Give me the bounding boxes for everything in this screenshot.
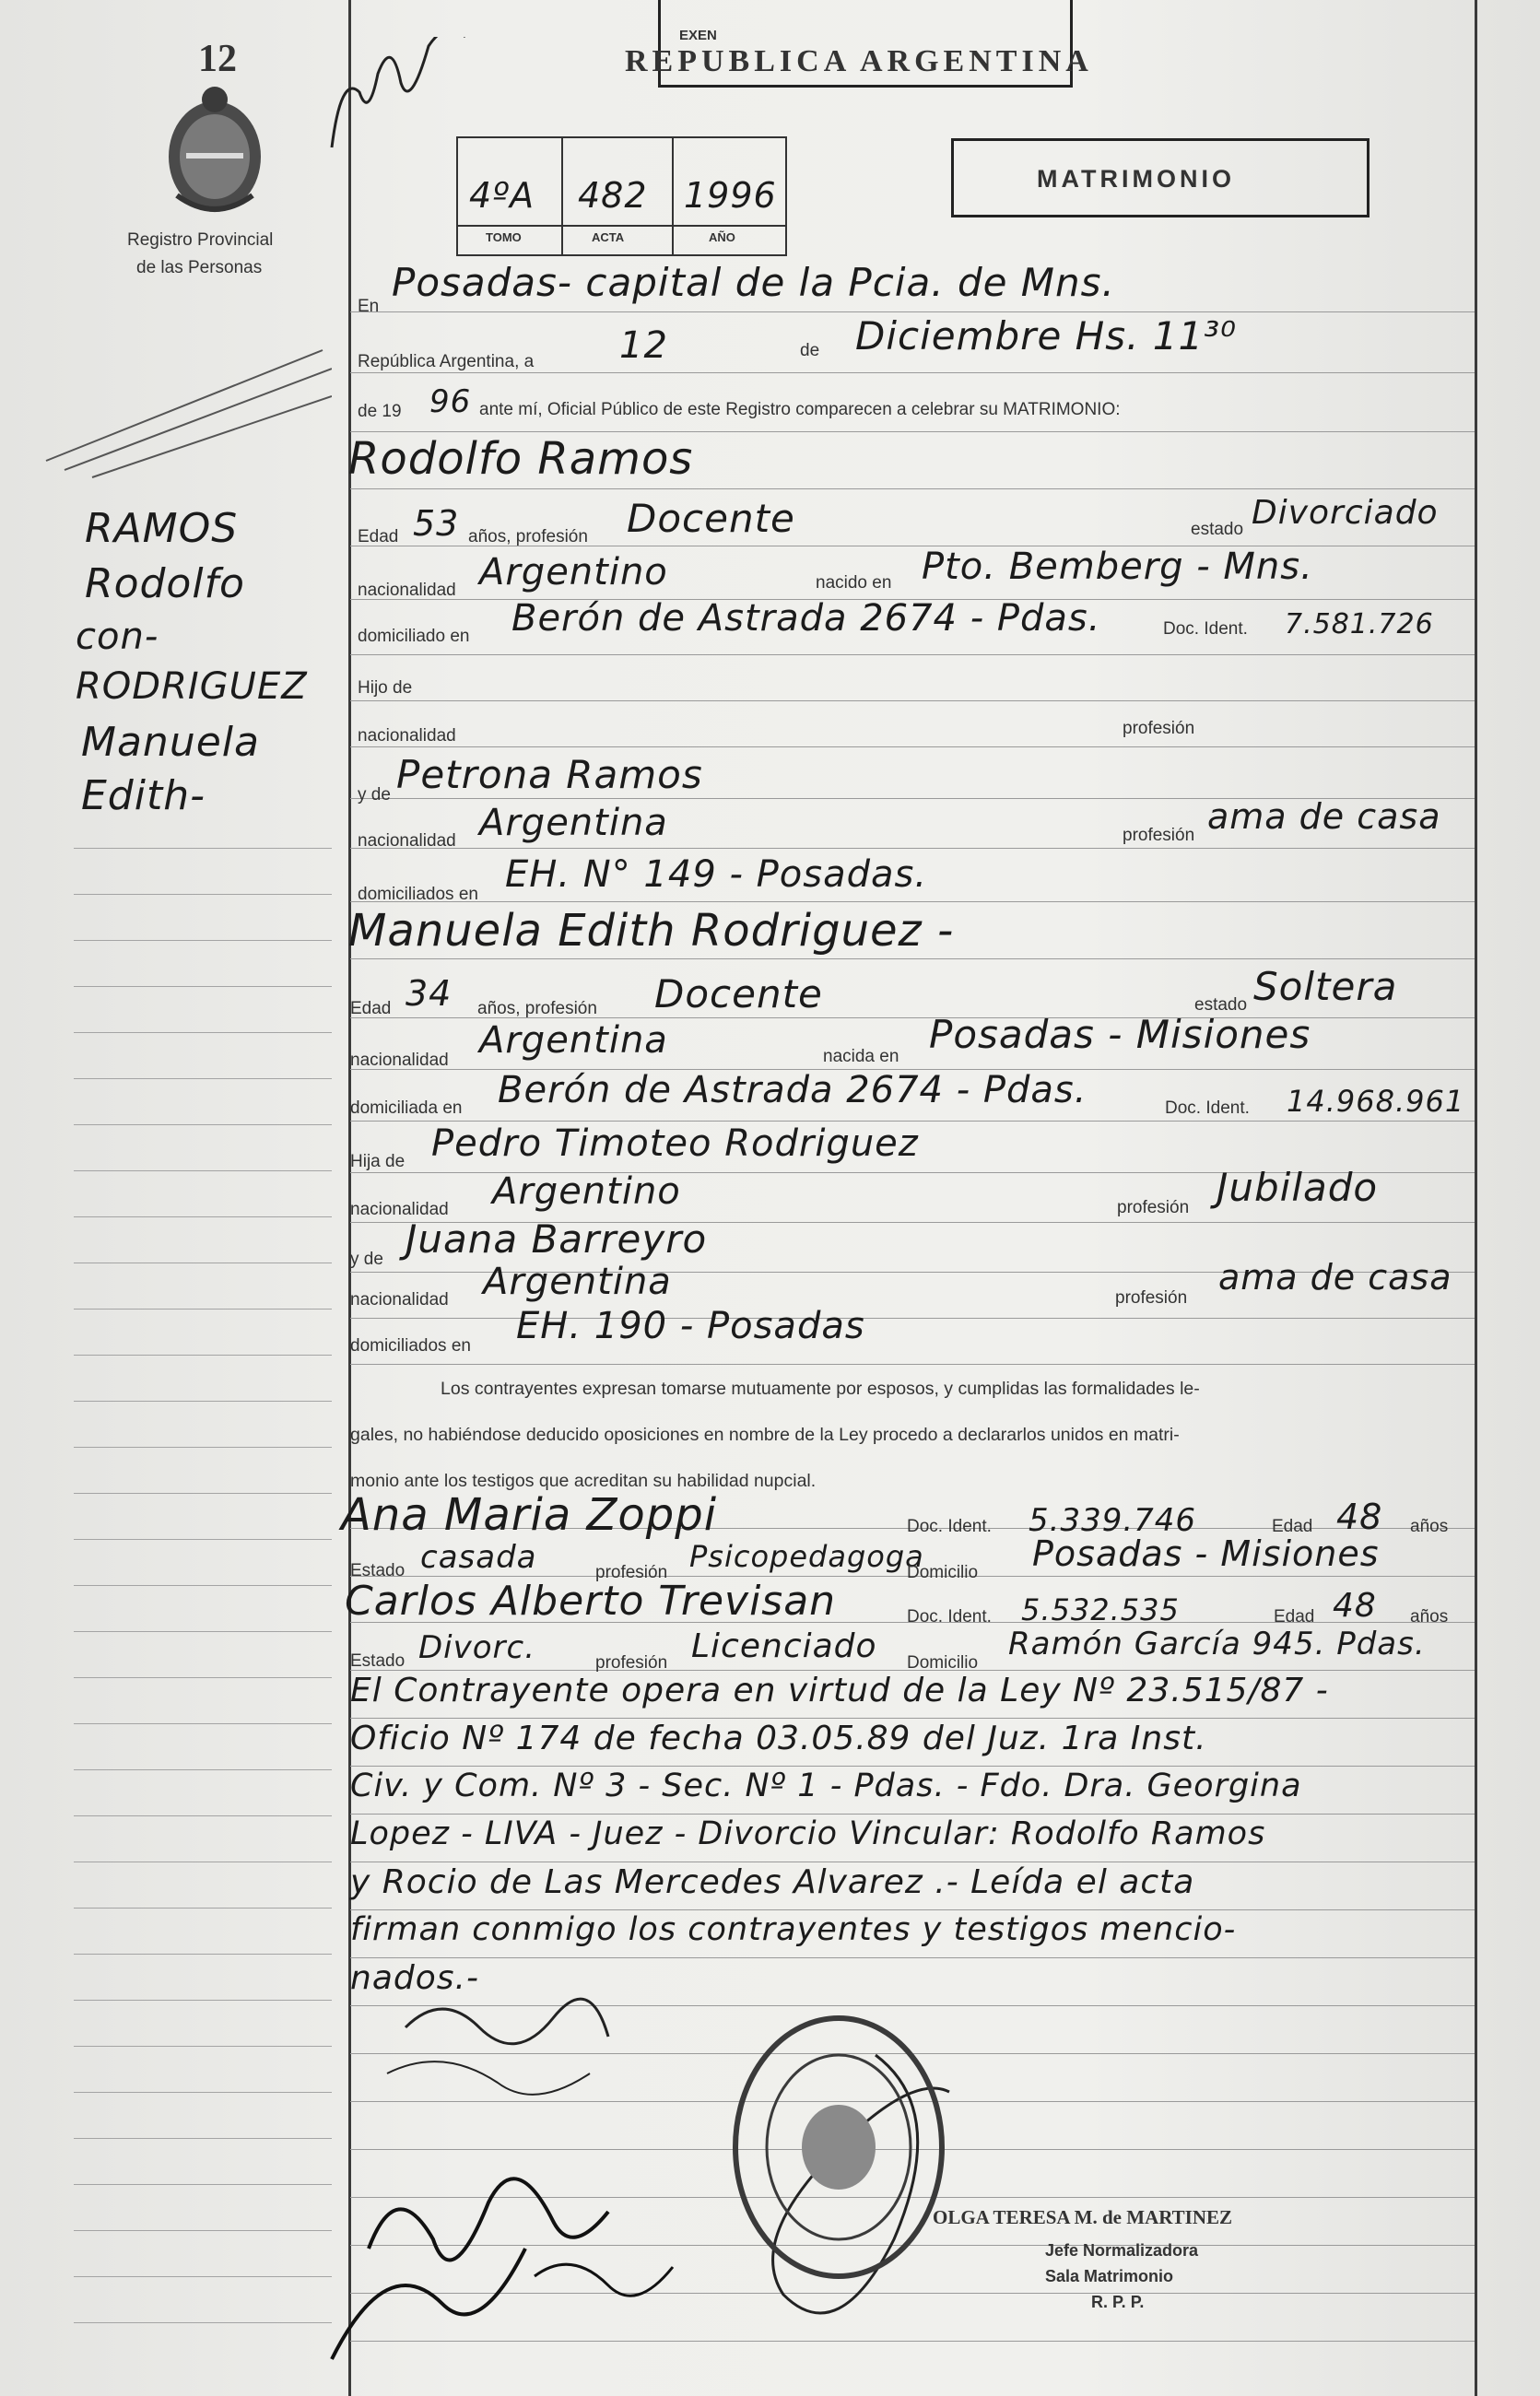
bride-padre-prof-label: profesión	[1117, 1198, 1190, 1217]
witness2-estado-label: Estado	[350, 1651, 406, 1671]
groom-doc-label: Doc. Ident.	[1163, 619, 1248, 639]
witness1-domicilio: Posadas - Misiones	[1032, 1533, 1380, 1574]
witness1-doc-label: Doc. Ident.	[907, 1517, 992, 1536]
witness1-doc: 5.339.746	[1029, 1502, 1197, 1539]
bride-estado-label: estado	[1194, 995, 1248, 1015]
en-label: En	[358, 297, 380, 316]
witness1-anos-label: años	[1410, 1517, 1449, 1536]
bride-padre-nac-label: nacionalidad	[350, 1200, 449, 1219]
groom-estado-label: estado	[1191, 520, 1244, 539]
bride-padre: Pedro Timoteo Rodriguez	[431, 1122, 919, 1165]
groom-hijo-label: Hijo de	[358, 678, 413, 698]
bride-profesion: Docente	[654, 971, 823, 1016]
witness2-dom-label: Domicilio	[907, 1653, 979, 1673]
witness2-name: Carlos Alberto Trevisan	[345, 1578, 837, 1625]
margin-note-line: Edith-	[81, 772, 206, 819]
official-title: Jefe Normalizadora	[1045, 2241, 1199, 2260]
groom-profesion: Docente	[627, 496, 795, 541]
groom-nacido-label: nacido en	[816, 573, 892, 593]
witness2-edad: 48	[1333, 1587, 1377, 1625]
right-margin-line	[1475, 0, 1477, 2396]
groom-doc: 7.581.726	[1285, 608, 1434, 640]
bride-domicilio: Berón de Astrada 2674 - Pdas.	[498, 1069, 1087, 1111]
note-line: El Contrayente opera en virtud de la Ley Nº 23.515/87 -	[350, 1672, 1329, 1709]
witness1-dom-label: Domicilio	[907, 1563, 979, 1582]
bride-madre: Juana Barreyro	[406, 1216, 708, 1262]
tomo-value: 4ºA	[469, 175, 535, 216]
acta-value: 482	[578, 175, 648, 216]
groom-padres-dom-label: domiciliados en	[358, 885, 478, 904]
bride-edad: 34	[406, 973, 453, 1014]
note-line: firman conmigo los contrayentes y testigos mencio-	[350, 1911, 1237, 1948]
de-label: de	[800, 341, 820, 360]
bride-madre-nac-label: nacionalidad	[350, 1290, 449, 1310]
groom-dom-label: domiciliado en	[358, 627, 470, 646]
witness2-anos-label: años	[1410, 1607, 1449, 1627]
witness1-estado: casada	[420, 1539, 537, 1576]
record-type-label: MATRIMONIO	[1037, 165, 1235, 193]
margin-note-line: RAMOS	[85, 505, 239, 552]
groom-madre-nac-label: nacionalidad	[358, 831, 456, 851]
bride-madre-prof: ama de casa	[1218, 1257, 1452, 1298]
groom-madre-prof-label: profesión	[1123, 826, 1195, 845]
official-org: R. P. P.	[1091, 2293, 1145, 2311]
bride-padre-prof: Jubilado	[1217, 1165, 1379, 1210]
record-type-box	[951, 138, 1370, 217]
bride-edad-label: Edad	[350, 999, 392, 1018]
republic-title: REPUBLICA ARGENTINA	[625, 44, 1093, 78]
folio-number: 12	[198, 38, 237, 80]
ano-label: AÑO	[709, 230, 735, 244]
groom-nacionalidad: Argentino	[479, 551, 668, 593]
bride-padres-dom-label: domiciliados en	[350, 1336, 471, 1356]
bride-padres-dom: EH. 190 - Posadas	[516, 1305, 865, 1347]
top-stamp-text: EXEN	[679, 28, 717, 43]
registry-line-1: Registro Provincial	[127, 230, 274, 250]
intro-statement: ante mí, Oficial Público de este Registro comparecen a celebrar su MATRIMONIO:	[479, 400, 1121, 419]
registry-line-2: de las Personas	[136, 258, 263, 277]
witness1-edad-label: Edad	[1272, 1517, 1313, 1536]
coat-of-arms-icon	[159, 85, 271, 221]
groom-nac-label: nacionalidad	[358, 581, 456, 600]
place-value: Posadas- capital de la Pcia. de Mns.	[392, 260, 1115, 305]
legal-text-line: Los contrayentes expresan tomarse mutuamente por esposos, y cumplidas las formalidades le-	[441, 1379, 1200, 1399]
witness2-domicilio: Ramón García 945. Pdas.	[1008, 1626, 1426, 1662]
ano-value: 1996	[684, 175, 777, 216]
bride-y-de-label: y de	[350, 1250, 383, 1269]
groom-madre: Petrona Ramos	[396, 752, 703, 797]
margin-note-line: con-	[76, 616, 159, 658]
bride-name: Manuela Edith Rodriguez -	[348, 905, 955, 957]
note-line: nados.-	[350, 1959, 479, 1997]
witness2-edad-label: Edad	[1274, 1607, 1315, 1627]
bride-nac-label: nacionalidad	[350, 1051, 449, 1070]
bride-padre-nac: Argentino	[492, 1170, 681, 1213]
groom-prof-label: años, profesión	[468, 527, 588, 546]
bride-doc: 14.968.961	[1287, 1084, 1465, 1119]
bride-prof-label: años, profesión	[477, 999, 597, 1018]
official-section: Sala Matrimonio	[1045, 2267, 1174, 2285]
official-name: OLGA TERESA M. de MARTINEZ	[933, 2206, 1233, 2228]
acta-label: ACTA	[592, 230, 625, 244]
groom-edad-label: Edad	[358, 527, 399, 546]
margin-strike-lines	[37, 332, 332, 479]
groom-padre-nac-label: nacionalidad	[358, 726, 456, 746]
margin-note-line: Manuela	[81, 719, 260, 766]
bride-nacionalidad: Argentina	[479, 1019, 668, 1062]
groom-padre-prof-label: profesión	[1123, 719, 1195, 738]
month-value: Diciembre Hs. 11³⁰	[855, 313, 1237, 358]
day-value: 12	[619, 324, 668, 367]
note-line: Civ. y Com. Nº 3 - Sec. Nº 1 - Pdas. - Fdo. Dra. Georgina	[350, 1768, 1302, 1804]
groom-estado: Divorciado	[1252, 494, 1439, 532]
witness2-doc: 5.532.535	[1021, 1592, 1180, 1627]
record-numbers-box	[456, 136, 787, 256]
margin-note-line: RODRIGUEZ	[76, 665, 308, 708]
bride-estado: Soltera	[1253, 964, 1398, 1009]
note-line: Oficio Nº 174 de fecha 03.05.89 del Juz. 1ra Inst.	[350, 1720, 1207, 1757]
official-seal-icon	[728, 2009, 949, 2285]
witness1-edad: 48	[1336, 1497, 1383, 1537]
groom-name: Rodolfo Ramos	[348, 433, 694, 485]
legal-text-line: monio ante los testigos que acreditan su habilidad nupcial.	[350, 1471, 817, 1491]
note-line: y Rocio de Las Mercedes Alvarez .- Leída el acta	[350, 1863, 1195, 1901]
bride-madre-nac: Argentina	[483, 1261, 672, 1303]
groom-y-de-label: y de	[358, 785, 391, 805]
witness1-profesion: Psicopedagoga	[689, 1539, 924, 1574]
corner-scribble	[323, 37, 488, 166]
signature-scribbles	[276, 1972, 1106, 2396]
witness1-name: Ana Maria Zoppi	[341, 1489, 718, 1541]
bride-dom-label: domiciliada en	[350, 1098, 463, 1118]
bride-hija-label: Hija de	[350, 1152, 406, 1171]
bride-doc-label: Doc. Ident.	[1165, 1098, 1250, 1118]
margin-note-line: Rodolfo	[85, 560, 245, 607]
groom-nacido: Pto. Bemberg - Mns.	[922, 546, 1313, 588]
year-label: de 19	[358, 402, 402, 421]
bride-nacida: Posadas - Misiones	[929, 1012, 1311, 1057]
bride-nacida-label: nacida en	[823, 1047, 899, 1066]
year-value: 96	[429, 383, 472, 420]
witness2-profesion: Licenciado	[691, 1627, 877, 1665]
witness1-prof-label: profesión	[595, 1563, 668, 1582]
groom-domicilio: Berón de Astrada 2674 - Pdas.	[511, 597, 1101, 640]
tomo-label: TOMO	[486, 230, 522, 244]
groom-madre-nac: Argentina	[479, 802, 668, 844]
groom-edad: 53	[413, 503, 460, 544]
witness2-estado: Divorc.	[418, 1629, 536, 1666]
groom-madre-prof: ama de casa	[1207, 796, 1441, 837]
bride-madre-prof-label: profesión	[1115, 1288, 1188, 1308]
republica-label: República Argentina, a	[358, 352, 535, 371]
note-line: Lopez - LIVA - Juez - Divorcio Vincular: Rodolfo Ramos	[350, 1815, 1266, 1852]
legal-text-line: gales, no habiéndose deducido oposiciones en nombre de la Ley procedo a declararlos unidos en matri-	[350, 1425, 1180, 1445]
witness1-estado-label: Estado	[350, 1561, 406, 1580]
groom-padres-dom: EH. N° 149 - Posadas.	[505, 853, 928, 896]
witness2-prof-label: profesión	[595, 1653, 668, 1673]
witness2-doc-label: Doc. Ident.	[907, 1607, 992, 1627]
